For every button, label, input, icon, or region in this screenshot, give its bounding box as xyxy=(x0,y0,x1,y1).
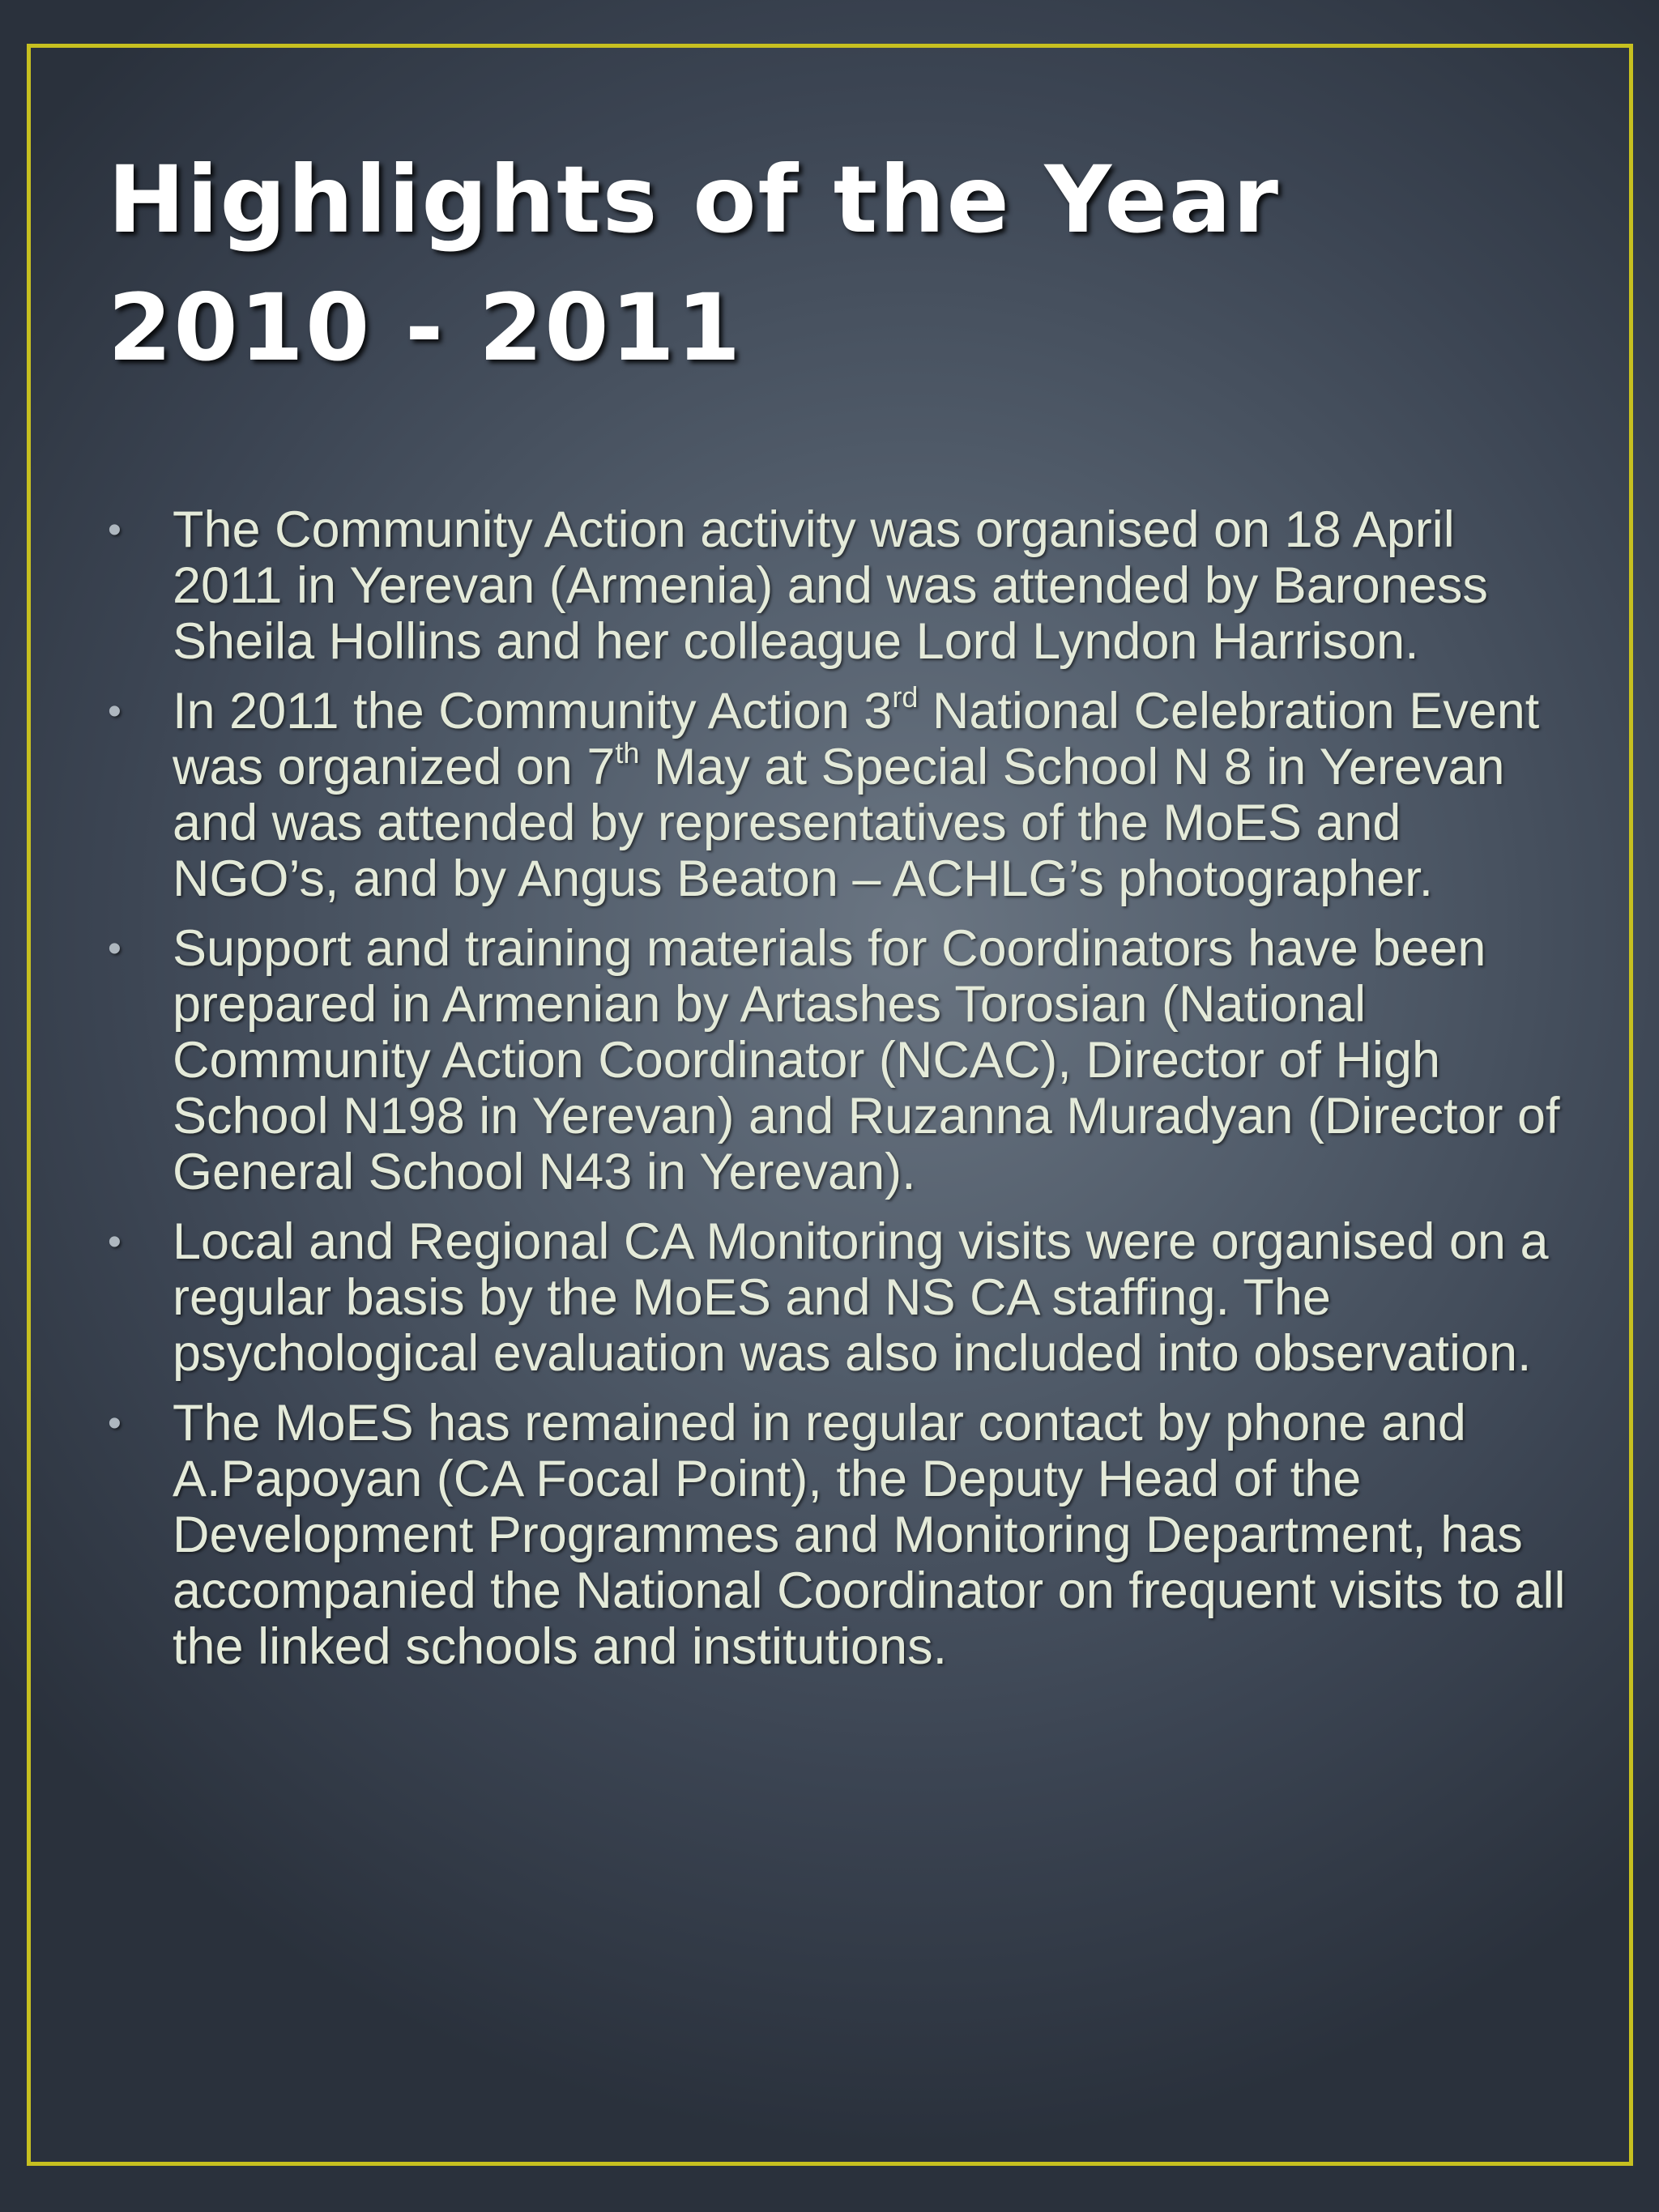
bullet-item-1 xyxy=(108,502,1566,670)
bullet-icon: • xyxy=(108,1402,122,1445)
bullet-item-5 xyxy=(108,1396,1566,1675)
bullet-icon: • xyxy=(108,690,122,733)
bullet-text xyxy=(173,680,1540,907)
bullet-text: Support and training materials for Coordinators have been prepared in Armenian by Artashes Torosian (National Community Action Coordinator (NCAC), Director of High School N198 in Yerevan) and Ruzanna Muradyan (Director of General School N43 in Yerevan). xyxy=(173,920,1560,1200)
bullet-item-4 xyxy=(108,1214,1566,1382)
bullet-item-3 xyxy=(108,921,1566,1200)
ordinal-suffix: th xyxy=(615,736,640,769)
bullet-text-part: National Celebration Event was organized on 7 xyxy=(173,683,1540,795)
bullet-text: The Community Action activity was organised on 18 April 2011 in Yerevan (Armenia) and was attended by Baroness Sheila Hollins and her colleague Lord Lyndon Harrison. xyxy=(173,501,1488,670)
bullet-text-part: In 2011 the Community Action 3 xyxy=(173,683,893,739)
slide-title xyxy=(108,136,1550,392)
slide-title-line-2: 2010 - 2011 xyxy=(108,274,743,381)
slide-title-line-1: Highlights of the Year xyxy=(108,146,1281,254)
bullet-list xyxy=(108,502,1566,1689)
bullet-icon: • xyxy=(108,509,122,552)
bullet-text: Local and Regional CA Monitoring visits were organised on a regular basis by the MoES and NS CA staffing. The psychological evaluation was also included into observation. xyxy=(173,1213,1549,1382)
bullet-item-2 xyxy=(108,680,1566,907)
bullet-icon: • xyxy=(108,927,122,970)
ordinal-suffix: rd xyxy=(892,680,919,714)
bullet-text-part: May at Special School N 8 in Yerevan and was attended by representatives of the MoES and NGO’s, and by Angus Beaton – ACHLG’s photographer. xyxy=(173,739,1505,907)
bullet-text: The MoES has remained in regular contact by phone and A.Papoyan (CA Focal Point), the Deputy Head of the Development Programmes and Monitoring Department, has accompanied the National Coordinator on frequent visits to all the linked schools and institutions. xyxy=(173,1395,1566,1675)
bullet-icon: • xyxy=(108,1221,122,1264)
